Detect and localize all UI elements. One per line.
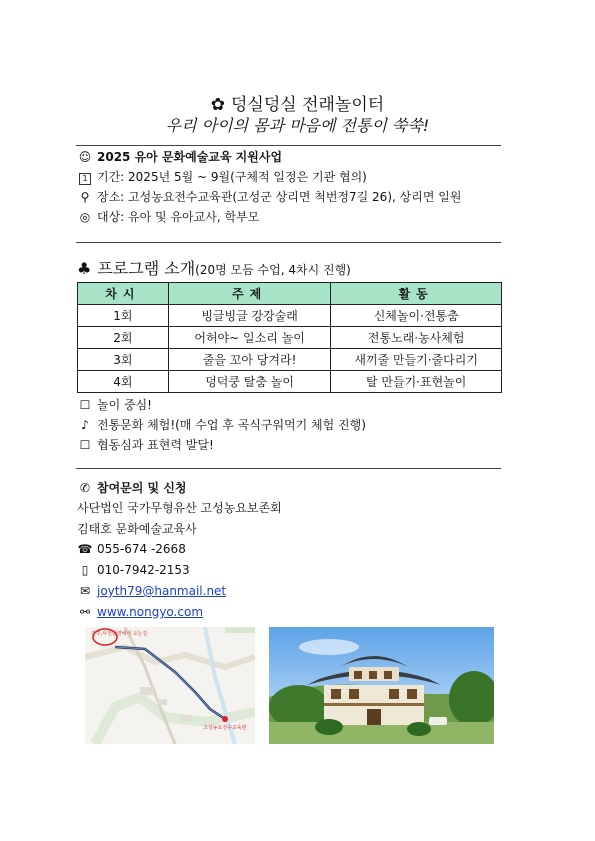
divider	[76, 468, 501, 469]
link-icon: ⚯	[79, 605, 91, 619]
mail-icon: ✉	[79, 584, 91, 598]
info-target: ◎ 대상: 유아 및 유아교사, 학부모	[77, 208, 259, 226]
contact-org: 사단법인 국가무형유산 고성농요보존회	[77, 501, 282, 515]
contact-heading: ✆ 참여문의 및 신청	[77, 479, 187, 497]
table-header-row	[78, 283, 502, 305]
music-note-icon: ♪	[81, 418, 89, 432]
contact-phone: ☎ 055-674 -2668	[77, 542, 186, 556]
table-row: 2회 어허야~ 일소리 놀이 전통노래·농사체험	[78, 327, 502, 349]
contact-mobile: ▯ 010-7942-2153	[77, 561, 190, 579]
bullet-item: ☐ 협동심과 표현력 발달!	[77, 436, 214, 454]
bullet-item: ♪ 전통문화 체험!(매 수업 후 곡식구워먹기 체험 진행)	[77, 416, 366, 434]
smiley-icon: ☺	[78, 150, 92, 164]
program-table	[77, 282, 502, 393]
mobile-phone-icon: ▯	[81, 563, 89, 577]
divider	[76, 242, 501, 243]
title-text: 덩실덩실 전래놀이터	[231, 95, 385, 115]
info-period: 1 기간: 2025년 5월 ~ 9월(구체적 일정은 기관 협의)	[77, 168, 367, 186]
building-photo	[269, 627, 494, 744]
divider	[76, 145, 501, 146]
bullet-item: ☐ 놀이 중심!	[77, 396, 152, 414]
column-header: 주제	[168, 283, 331, 305]
calendar-icon: 1	[79, 173, 91, 185]
email-link[interactable]: joyth79@hanmail.net	[97, 584, 227, 598]
program-heading: ♣ 프로그램 소개(20명 모듬 수업, 4차시 진행)	[77, 259, 351, 278]
map-top-label: 진주,사천방면에서 오는길	[91, 631, 148, 637]
contact-person: 김태호 문화예술교육사	[77, 522, 197, 536]
column-header: 활동	[331, 283, 502, 305]
table-row: 3회 줄을 꼬아 당겨라! 새끼줄 만들기·줄다리기	[78, 349, 502, 371]
phone-icon: ✆	[79, 481, 91, 495]
page-subtitle: 우리 아이의 몸과 마음에 전통이 쑥쑥!	[165, 116, 430, 135]
checkbox-icon: ☐	[79, 398, 91, 412]
telephone-icon: ☎	[77, 542, 93, 556]
location-map	[85, 627, 255, 744]
pin-icon: ⚲	[80, 190, 90, 204]
table-row: 4회 덩덕쿵 탈춤 놀이 탈 만들기·표현놀이	[78, 371, 502, 393]
website-link[interactable]: www.nongyo.com	[97, 605, 204, 619]
contact-website	[77, 603, 203, 621]
contact-email	[77, 582, 226, 600]
info-place: ⚲ 장소: 고성농요전수교육관(고성군 상리면 척번정7길 26), 상리면 일원	[77, 188, 461, 206]
column-header: 차시	[78, 283, 169, 305]
clover-icon: ♣	[77, 259, 92, 278]
checkbox-icon: ☐	[79, 438, 91, 452]
table-row: 1회 빙글빙글 강강술래 신체놀이·전통춤	[78, 305, 502, 327]
page-title	[0, 90, 595, 115]
flower-icon: ✿	[210, 95, 226, 115]
building-photo-graphic	[269, 627, 494, 744]
map-bottom-label: 고성농요전수교육관	[203, 725, 247, 731]
info-heading: ☺ 2025 유아 문화예술교육 지원사업	[78, 150, 283, 164]
target-icon: ◎	[79, 210, 91, 224]
